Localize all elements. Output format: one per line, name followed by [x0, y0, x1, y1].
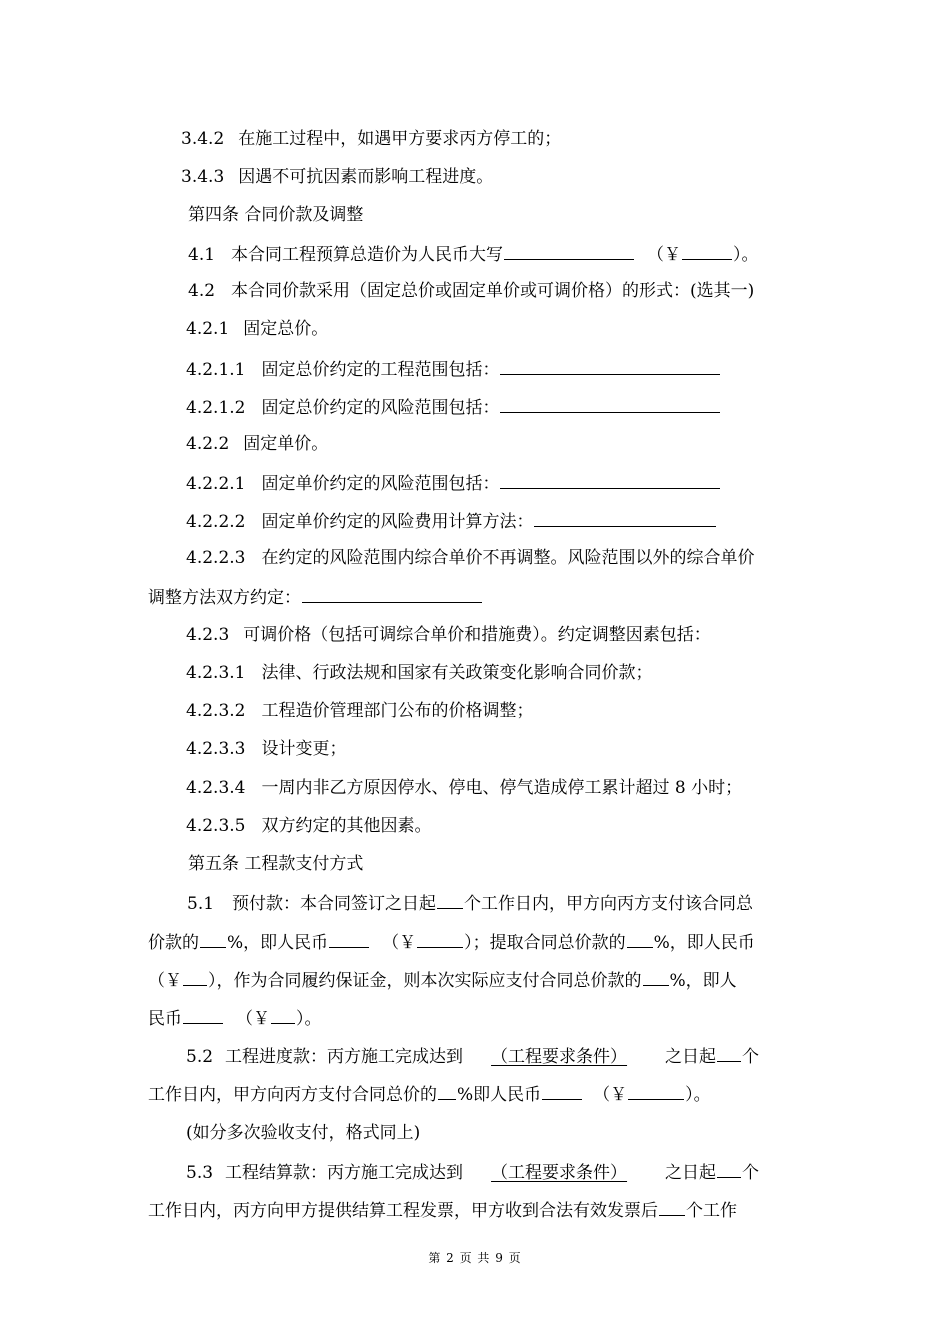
clause-4-2-2-3: 4.2.2.3 在约定的风险范围内综合单价不再调整。风险范围以外的综合单价 — [186, 548, 755, 568]
fill-blank[interactable] — [302, 585, 482, 603]
fill-blank[interactable] — [643, 968, 669, 986]
fill-blank[interactable] — [504, 242, 634, 260]
fill-blank[interactable] — [200, 930, 226, 948]
fill-blank[interactable] — [183, 968, 207, 986]
clause-4-2-3-1: 4.2.3.1 法律、行政法规和国家有关政策变化影响合同价款； — [186, 663, 653, 683]
clause-4-2-3-3: 4.2.3.3 设计变更； — [186, 739, 347, 759]
clause-5-1-line-1: 5.1 预付款：本合同签订之日起 个工作日内，甲方向丙方支付该合同总 — [187, 891, 753, 915]
clause-4-2-2: 4.2.2 固定单价。 — [186, 434, 329, 454]
clause-4-2-1-2: 4.2.1.2 固定总价约定的风险范围包括： — [186, 395, 721, 419]
clause-3-4-3: 3.4.3 因遇不可抗因素而影响工程进度。 — [181, 167, 494, 187]
fill-blank[interactable] — [542, 1082, 582, 1100]
clause-4-2-1: 4.2.1 固定总价。 — [186, 319, 329, 339]
clause-4-2-2-3-continued: 调整方法双方约定： — [148, 585, 483, 609]
page-number: 第 2 页 共 9 页 — [428, 1251, 522, 1265]
fill-blank[interactable] — [500, 471, 720, 489]
clause-4-2: 4.2 本合同价款采用（固定总价或固定单价或可调价格）的形式：(选其一) — [188, 281, 755, 301]
fill-blank[interactable] — [417, 930, 463, 948]
fill-blank[interactable] — [329, 930, 369, 948]
condition-blank[interactable]: （工程要求条件） — [491, 1047, 628, 1067]
fill-blank[interactable] — [682, 242, 732, 260]
fill-blank[interactable] — [437, 891, 463, 909]
clause-5-2-line-1: 5.2 工程进度款：丙方施工完成达到 （工程要求条件） 之日起 个 — [186, 1044, 759, 1068]
clause-4-2-3: 4.2.3 可调价格（包括可调综合单价和措施费）。约定调整因素包括： — [186, 625, 711, 645]
clause-4-2-2-1: 4.2.2.1 固定单价约定的风险范围包括： — [186, 471, 721, 495]
clause-4-2-2-2: 4.2.2.2 固定单价约定的风险费用计算方法： — [186, 509, 717, 533]
fill-blank[interactable] — [500, 357, 720, 375]
fill-blank[interactable] — [534, 509, 716, 527]
fill-blank[interactable] — [438, 1082, 456, 1100]
clause-4-2-3-2: 4.2.3.2 工程造价管理部门公布的价格调整； — [186, 701, 534, 721]
fill-blank[interactable] — [717, 1044, 741, 1062]
fill-blank[interactable] — [271, 1006, 295, 1024]
clause-3-4-2: 3.4.2 在施工过程中，如遇甲方要求丙方停工的； — [181, 129, 562, 149]
condition-blank[interactable]: （工程要求条件） — [491, 1163, 628, 1183]
clause-5-1-line-4: 民币 （￥ ）。 — [148, 1006, 322, 1030]
fill-blank[interactable] — [659, 1198, 685, 1216]
clause-4-2-3-4: 4.2.3.4 一周内非乙方原因停水、停电、停气造成停工累计超过 8 小时； — [186, 778, 743, 798]
fill-blank[interactable] — [627, 930, 653, 948]
clause-4-2-3-5: 4.2.3.5 双方约定的其他因素。 — [186, 816, 432, 836]
clause-5-2-line-2: 工作日内，甲方向丙方支付合同总价的 %即人民币 （￥ ）。 — [148, 1082, 711, 1106]
fill-blank[interactable] — [628, 1082, 684, 1100]
clause-5-1-line-2: 价款的 %，即人民币 （￥ ）；提取合同总价款的 %，即人民币 — [148, 930, 755, 954]
article-5-heading: 第五条 工程款支付方式 — [188, 854, 364, 874]
clause-5-3-line-1: 5.3 工程结算款：丙方施工完成达到 （工程要求条件） 之日起 个 — [186, 1160, 759, 1184]
clause-4-2-1-1: 4.2.1.1 固定总价约定的工程范围包括： — [186, 357, 721, 381]
fill-blank[interactable] — [183, 1006, 223, 1024]
fill-blank[interactable] — [717, 1160, 741, 1178]
multi-payment-note: (如分多次验收支付，格式同上) — [186, 1123, 421, 1143]
clause-5-3-line-2: 工作日内，丙方向甲方提供结算工程发票，甲方收到合法有效发票后 个工作 — [148, 1198, 737, 1222]
clause-4-1: 4.1 本合同工程预算总造价为人民币大写 （￥ ）。 — [188, 242, 759, 266]
fill-blank[interactable] — [500, 395, 720, 413]
clause-5-1-line-3: （￥ ），作为合同履约保证金，则本次实际应支付合同总价款的 %，即人 — [148, 968, 737, 992]
article-4-heading: 第四条 合同价款及调整 — [188, 205, 364, 225]
